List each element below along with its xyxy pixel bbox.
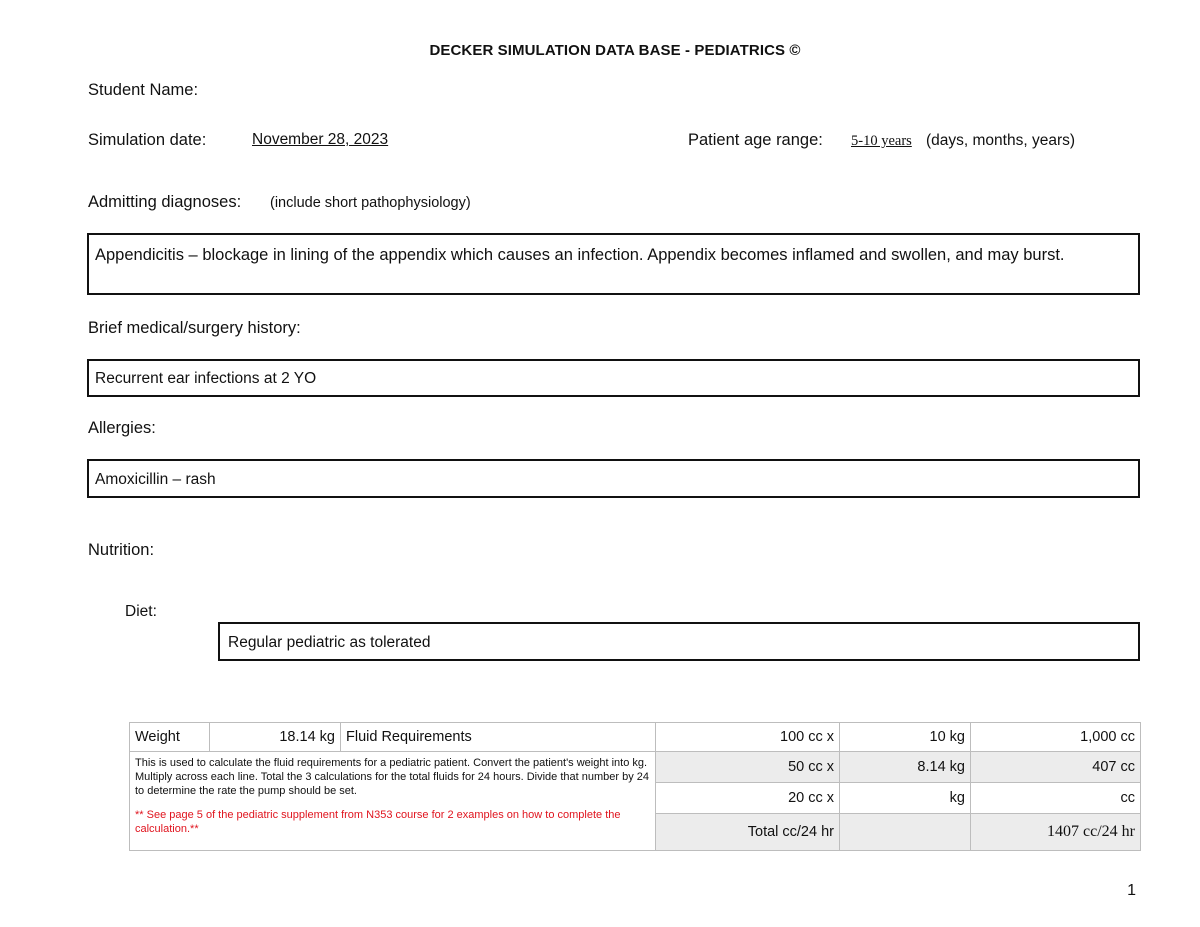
weight-value[interactable]: 18.14 kg [210, 723, 341, 752]
rate-cell: 50 cc x [656, 752, 840, 783]
allergies-label: Allergies: [88, 419, 156, 437]
age-range-label: Patient age range: [688, 131, 823, 149]
admitting-diagnoses-hint: (include short pathophysiology) [270, 195, 471, 211]
medical-history-field[interactable]: Recurrent ear infections at 2 YO [87, 359, 1140, 397]
cc-cell[interactable]: 407 cc [971, 752, 1141, 783]
fluid-requirements-table [129, 722, 1141, 851]
simulation-date-value: November 28, 2023 [252, 131, 389, 148]
student-name-label: Student Name: [88, 81, 199, 99]
page-number: 1 [1127, 882, 1136, 899]
empty-cell [840, 814, 971, 851]
total-label: Total cc/24 hr [656, 814, 840, 851]
diet-field[interactable]: Regular pediatric as tolerated [218, 622, 1140, 661]
table-row [130, 723, 1141, 752]
fluid-requirements-label: Fluid Requirements [341, 723, 656, 752]
kg-cell[interactable]: 10 kg [840, 723, 971, 752]
cc-cell[interactable]: 1,000 cc [971, 723, 1141, 752]
medical-history-label: Brief medical/surgery history: [88, 319, 301, 337]
allergies-field[interactable]: Amoxicillin – rash [87, 459, 1140, 498]
instructions-text: This is used to calculate the fluid requirements for a pediatric patient. Convert the patient's weight into kg. Multiply across each line. Total the 3 calculations for the total fluids for 24 hours. Divide that number by 24 to determine the rate the pump should be set. [135, 757, 650, 797]
age-range-units: (days, months, years) [926, 132, 1076, 149]
rate-cell: 20 cc x [656, 783, 840, 814]
simulation-date-label: Simulation date: [88, 131, 207, 149]
age-range-value: 5-10 years [851, 133, 912, 149]
total-value[interactable]: 1407 cc/24 hr [971, 814, 1141, 851]
instructions-note [130, 752, 656, 851]
weight-label: Weight [130, 723, 210, 752]
kg-cell[interactable]: 8.14 kg [840, 752, 971, 783]
kg-cell[interactable]: kg [840, 783, 971, 814]
nutrition-label: Nutrition: [88, 541, 155, 559]
cc-cell[interactable]: cc [971, 783, 1141, 814]
admitting-diagnoses-field[interactable]: Appendicitis – blockage in lining of the appendix which causes an infection. Appendix becomes inflamed and swollen, and may burst. [87, 233, 1140, 295]
document-title: DECKER SIMULATION DATA BASE - PEDIATRICS © [429, 42, 801, 59]
diet-label: Diet: [125, 603, 157, 620]
rate-cell: 100 cc x [656, 723, 840, 752]
admitting-diagnoses-label: Admitting diagnoses: [88, 193, 242, 211]
instructions-reference: ** See page 5 of the pediatric supplement from N353 course for 2 examples on how to complete the calculation.** [135, 809, 621, 835]
table-row [130, 752, 1141, 783]
